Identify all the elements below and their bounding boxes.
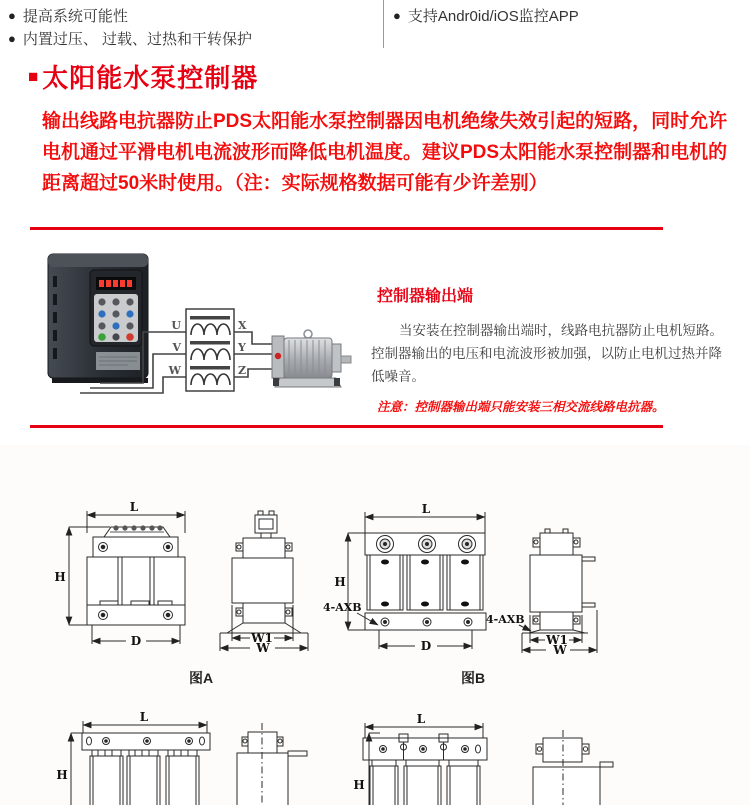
mount-hole-label: 4-AXB <box>486 613 525 626</box>
body-line: 低噪音。 <box>371 369 425 384</box>
bottom-red-rule <box>30 425 663 428</box>
dim-label-D: D <box>130 634 142 648</box>
dim-label-W1: W1 <box>251 631 273 645</box>
feature-column-left <box>8 4 378 50</box>
feature-item <box>393 4 743 27</box>
feature-list <box>0 0 750 52</box>
bullet-icon: ● <box>393 8 401 23</box>
dim-label-H: H <box>56 768 68 782</box>
top-red-rule <box>30 227 663 230</box>
motor-indicator <box>275 353 281 359</box>
feature-item <box>8 4 378 27</box>
terminal-label-z: Z <box>238 364 247 377</box>
body-line: 当安装在控制器输出端时，线路电抗器防止电机短路。 <box>399 323 723 338</box>
section-heading <box>28 58 258 95</box>
mount-hole-label: 4-AXB <box>323 601 362 614</box>
circuit-svg <box>40 246 360 421</box>
terminal-label-u: U <box>171 319 181 332</box>
column-divider <box>383 0 384 48</box>
feature-text: 支持Andr0id/iOS监控APP <box>407 8 579 25</box>
output-panel <box>371 283 723 415</box>
intro-line: 电机通过平滑电机电流波形而降低电机温度。建议PDS太阳能水泵控制器和电机的 <box>42 142 728 163</box>
dim-label-W1: W1 <box>546 633 568 647</box>
dim-label-L: L <box>139 710 149 724</box>
dim-label-L: L <box>129 500 139 514</box>
inverter-label <box>96 352 140 370</box>
output-panel-title: 控制器输出端 <box>377 288 474 305</box>
fig-c-front-view <box>71 721 210 805</box>
fig-b-caption: 图B <box>461 670 486 686</box>
inverter-image <box>48 254 148 383</box>
bullet-icon: ● <box>8 8 16 23</box>
square-bullet-icon: ■ <box>28 67 39 86</box>
dim-label-H: H <box>334 575 346 589</box>
page-title: 太阳能水泵控制器 <box>42 63 259 93</box>
intro-paragraph <box>42 106 732 199</box>
seven-segment-display <box>99 280 132 287</box>
dim-label-L: L <box>421 502 431 516</box>
circuit-illustration <box>40 246 360 421</box>
motor-image <box>272 330 351 387</box>
bullet-icon: ● <box>8 31 16 46</box>
terminal-label-w: W <box>168 364 181 377</box>
dim-label-D: D <box>420 639 432 653</box>
body-line: 控制器输出的电压和电流波形被加强，以防止电机过热并降 <box>371 346 722 361</box>
fig-a-caption: 图A <box>189 670 214 686</box>
terminal-label-y: Y <box>238 341 246 354</box>
intro-line: 距离超过50米时使用。（注：实际规格数据可能有少许差别） <box>42 173 548 194</box>
feature-item <box>8 27 378 50</box>
output-panel-body <box>371 319 723 388</box>
terminal-label-v: V <box>172 341 181 354</box>
terminal-label-x: X <box>238 319 247 332</box>
inverter-control-panel <box>90 270 142 346</box>
drawings-svg <box>0 445 750 805</box>
dim-label-H: H <box>353 778 365 792</box>
feature-text: 内置过压、 过载、过热和干转保护 <box>22 31 253 48</box>
dim-label-W: W <box>553 643 567 657</box>
intro-line: 输出线路电抗器防止PDS太阳能水泵控制器因电机绝缘失效引起的短路，同时允许 <box>42 111 728 132</box>
dim-label-W: W <box>256 641 270 655</box>
fig-b-front-view <box>348 512 486 649</box>
dim-label-H: H <box>54 570 66 584</box>
reactor-symbol <box>186 309 234 391</box>
feature-column-right <box>393 4 743 27</box>
output-panel-note: 注意：控制器输出端只能安装三相交流线路电抗器。 <box>377 400 665 414</box>
dimension-drawings <box>0 445 750 805</box>
feature-text: 提高系统可能性 <box>22 8 128 25</box>
dim-label-L: L <box>416 712 426 726</box>
